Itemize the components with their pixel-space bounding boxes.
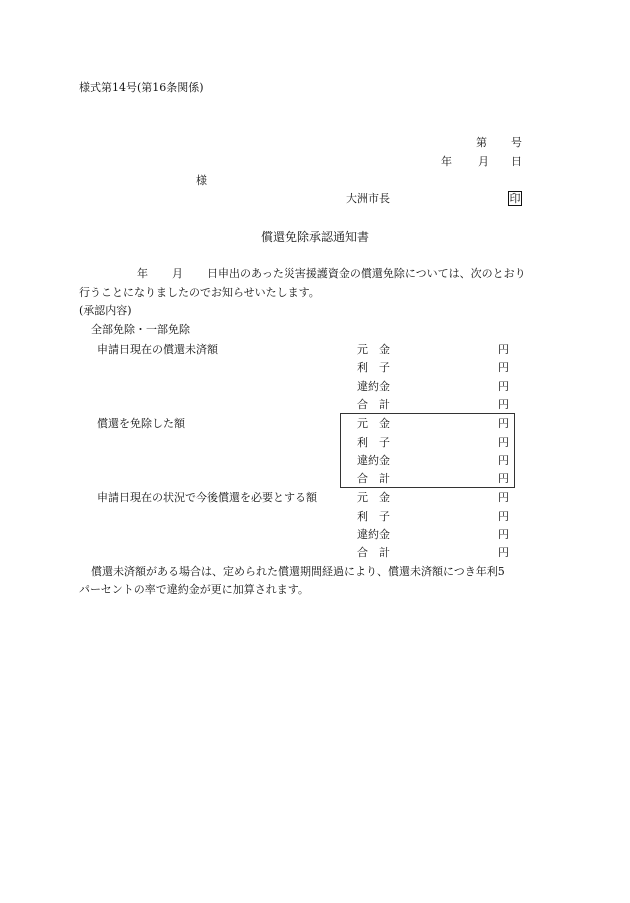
row-unit: 円 — [498, 491, 509, 504]
number-prefix: 第 — [476, 136, 487, 149]
row-item: 違約金 — [357, 380, 390, 393]
row-item: 元 金 — [357, 417, 390, 430]
row-item: 違約金 — [357, 454, 390, 467]
row-item: 元 金 — [357, 343, 390, 356]
addressee-suffix: 様 — [196, 174, 207, 187]
date-day: 日 — [511, 155, 522, 168]
note-line2: パーセントの率で違約金が更に加算されます。 — [79, 583, 309, 596]
row-unit: 円 — [498, 436, 509, 449]
row-unit: 円 — [498, 398, 509, 411]
row-item: 合 計 — [357, 546, 390, 559]
date-year: 年 — [441, 155, 452, 168]
form-number: 様式第14号(第16条関係) — [79, 81, 204, 94]
date-month: 月 — [478, 155, 489, 168]
row-item: 元 金 — [357, 491, 390, 504]
document-title: 償還免除承認通知書 — [260, 230, 369, 244]
row-item: 合 計 — [357, 472, 390, 485]
body-year: 年 — [137, 267, 148, 280]
section-label-exempted: 償還を免除した額 — [97, 417, 185, 430]
row-item: 利 子 — [357, 510, 390, 523]
row-item: 合 計 — [357, 398, 390, 411]
row-unit: 円 — [498, 528, 509, 541]
number-suffix: 号 — [511, 136, 522, 149]
section-label-outstanding: 申請日現在の償還未済額 — [97, 343, 218, 356]
row-unit: 円 — [498, 546, 509, 559]
row-unit: 円 — [498, 454, 509, 467]
row-unit: 円 — [498, 343, 509, 356]
exemption-type: 全部免除・一部免除 — [91, 323, 190, 336]
row-unit: 円 — [498, 380, 509, 393]
issuer: 大洲市長 — [346, 192, 390, 205]
body-line1-text: 日申出のあった災害援護資金の償還免除については、次のとおり — [207, 267, 526, 280]
row-item: 利 子 — [357, 436, 390, 449]
body-line2-text: 行うことになりましたのでお知らせいたします。 — [79, 286, 320, 299]
row-item: 違約金 — [357, 528, 390, 541]
row-unit: 円 — [498, 361, 509, 374]
row-unit: 円 — [498, 472, 509, 485]
note-line1: 償還未済額がある場合は、定められた償還期間経過により、償還未済額につき年利5 — [91, 565, 505, 578]
row-unit: 円 — [498, 510, 509, 523]
body-month: 月 — [172, 267, 183, 280]
section-label-remaining: 申請日現在の状況で今後償還を必要とする額 — [97, 491, 317, 504]
row-item: 利 子 — [357, 361, 390, 374]
seal-mark: 印 — [509, 192, 521, 205]
content-heading: (承認内容) — [79, 304, 132, 317]
row-unit: 円 — [498, 417, 509, 430]
